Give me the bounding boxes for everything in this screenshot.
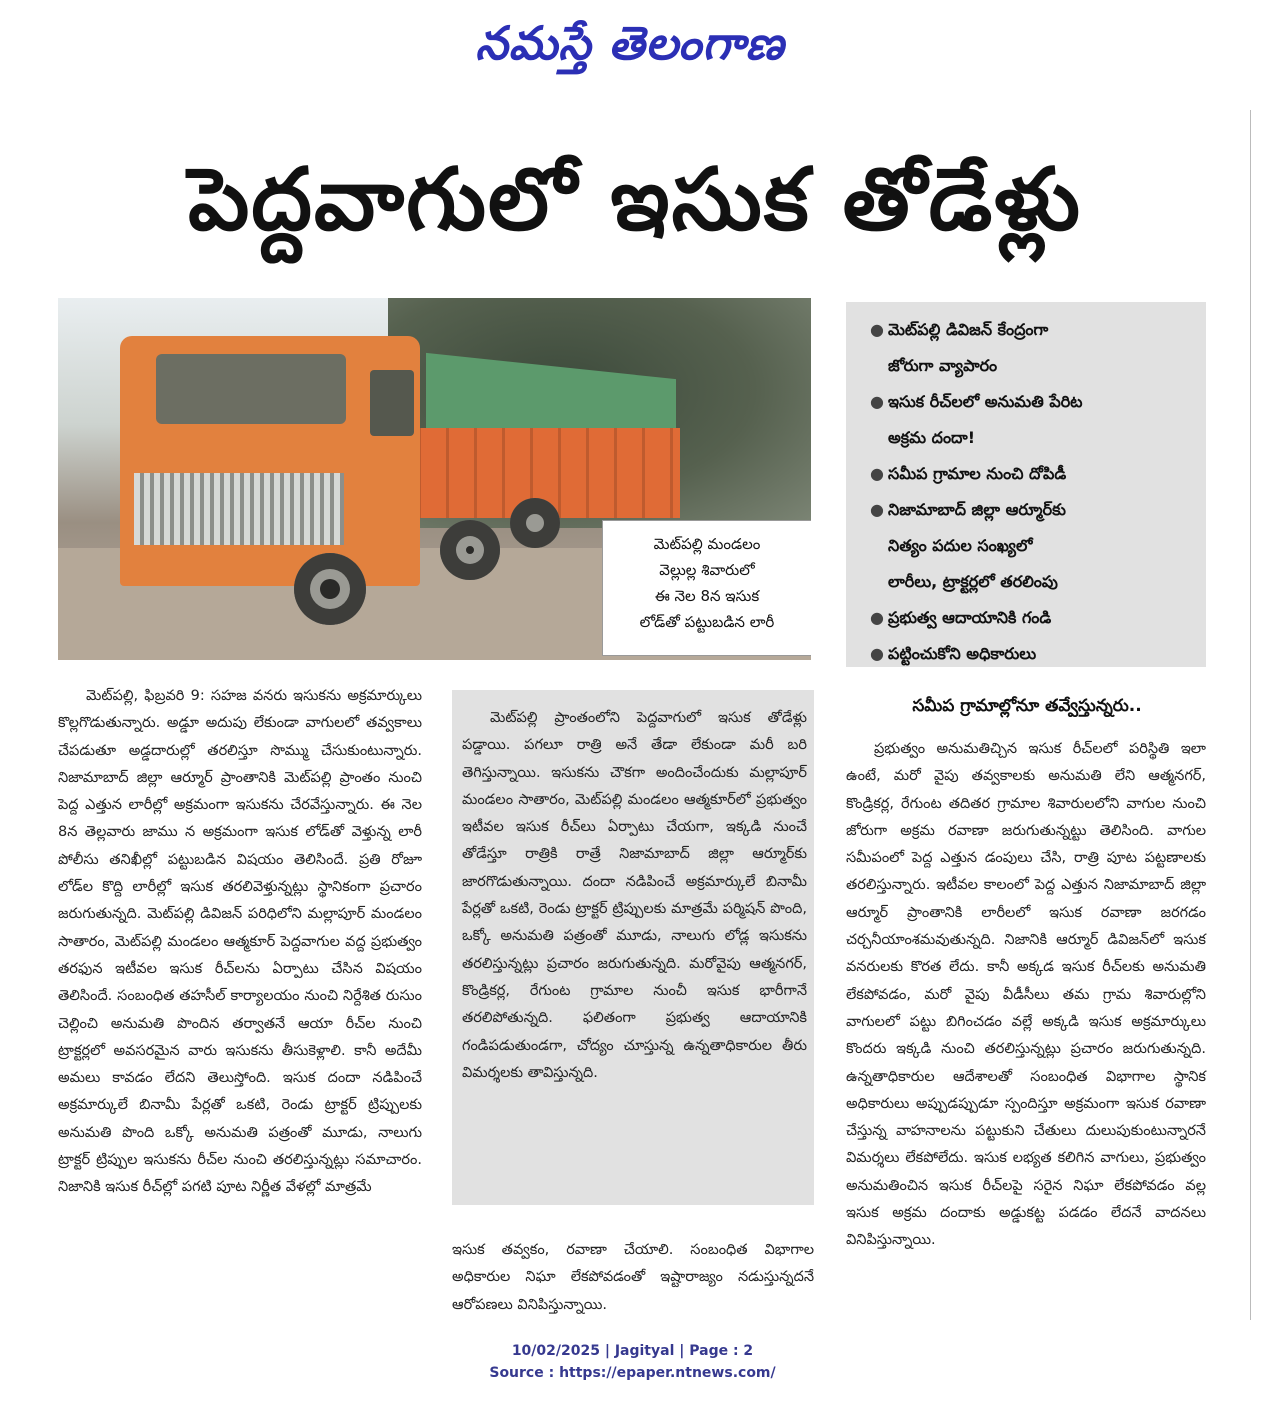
photo-caption — [602, 520, 811, 656]
page-headline: పెద్దవాగులో ఇసుక తోడేళ్లు — [188, 150, 1082, 250]
footer-source-line: Source : https://epaper.ntnews.com/ — [489, 1365, 776, 1381]
photo-wheel — [510, 498, 560, 548]
photo-side-window — [370, 370, 414, 436]
page-footer — [0, 1340, 1265, 1384]
column-3-text: ప్రభుత్వం అనుమతిచ్చిన ఇసుక రీచ్‌లలో పరిస్థితి ఇలా ఉంటే, మరో వైపు తవ్వకాలకు అనుమతి లేని ఆత్మనగర్, కొండ్రికర్ల, రేగుంట తదితర గ్రామాల శివారులలోని వాగుల నుంచి జోరుగా అక్రమ రవాణా జరుగుతున్నట్టు తెలిసింది. వాగుల సమీపంలో పెద్ద ఎత్తున డంపులు చేసి, రాత్రి పూట పట్టణాలకు తరలిస్తున్నారు. ఇటీవల కాలంలో పెద్ద ఎత్తున నిజామాబాద్ జిల్లా ఆర్మూర్ ప్రాంతానికి లారీలలో ఇసుక రవాణా జరగడం చర్చనీయాంశమవుతున్నది. నిజానికి ఆర్మూర్ డివిజన్‌లో ఇసుక వనరులకు కొరత లేదు. కానీ అక్కడ ఇసుక రీచ్‌లకు అనుమతి లేకపోవడం, మరో వైపు వీడీసీలు తమ గ్రామ శివారుల్లోని వాగులలో పట్టు బిగించడం వల్లే అక్కడి ఇసుక అక్రమార్కులు కొందరు ఇక్కడి నుంచి తరలిస్తున్నట్లు ప్రచారం జరుగుతున్నది. ఉన్నతాధికారుల ఆదేశాలతో సంబంధిత విభాగాల స్థానిక అధికారులు అప్పుడప్పుడూ స్పందిస్తూ అక్రమంగా ఇసుక రవాణా చేస్తున్న వాహనాలను పట్టుకుని చేతులు దులుపుకుంటున్నారనే విమర్శలు లేకపోలేదు. ఇసుక లభ్యత కలిగిన వాగులు, ప్రభుత్వం అనుమతించిన ఇసుక రీచ్‌లపై సరైన నిఘా లేకపోవడం వల్ల ఇసుక అక్రమ దందాకు అడ్డుకట్ట పడడం లేదనే వాదనలు వినిపిస్తున్నాయి. — [846, 741, 1206, 1249]
column-2-text: మెట్‌పల్లి ప్రాంతంలోని పెద్దవాగులో ఇసుక తోడేళ్లు పడ్డాయి. పగలూ రాత్రి అనే తేడా లేకుండా మరీ బరి తెగిస్తున్నాయి. ఇసుకను చౌకగా అందించేందుకు మల్లాపూర్ మండలం సాతారం, మెట్‌పల్లి మండలం ఆత్మకూర్‌లో ప్రభుత్వం ఇటీవల ఇసుక రీచ్‌లు ఏర్పాటు చేయగా, ఇక్కడి నుంచే తోడేస్తూ రాత్రికి రాత్రే నిజామాబాద్ జిల్లా ఆర్మూర్‌కు జారగొడుతున్నాయి. దందా నడిపించే అక్రమార్కులే బినామీ పేర్లతో ఒకటి, రెండు ట్రాక్టర్ ట్రిప్పులకు మాత్రమే పర్మిషన్ పొంది, ఒక్కో అనుమతి పత్రంతో మూడు, నాలుగు లోడ్ల ఇసుకను తరలిస్తున్నట్లు ప్రచారం జరుగుతున్నది. మరోవైపు ఆత్మనగర్, కొండ్రికర్ల, రేగుంట గ్రామాల నుంచీ ఇసుక భారీగానే తరలిపోతున్నది. ఫలితంగా ప్రభుత్వ ఆదాయానికి గండిపడుతుండగా, చోద్యం చూస్తున్న ఉన్నతాధికారుల తీరు విమర్శలకు తావిస్తున్నది. — [462, 710, 807, 1081]
highlights-box — [846, 302, 1206, 667]
caption-line: మెట్‌పల్లి మండలం — [653, 535, 761, 553]
caption-line: వెల్లుల్ల శివారులో — [659, 561, 755, 579]
bullet-icon: ● — [870, 608, 884, 627]
highlight-item: ● ఇసుక రీచ్‌లలో అనుమతి పేరిట అక్రమ దందా! — [866, 384, 1192, 456]
photo-wheel — [440, 520, 500, 580]
column-2-bottom-text: ఇసుక తవ్వకం, రవాణా చేయాలి. సంబంధిత విభాగాల అధికారుల నిఘా లేకపోవడంతో ఇష్టారాజ్యం నడుస్తున్నదనే ఆరోపణలు వినిపిస్తున్నాయి. — [452, 1242, 814, 1313]
column-3-heading: సమీప గ్రామాల్లోనూ తవ్వేస్తున్నరు.. — [912, 696, 1142, 716]
bullet-icon: ● — [870, 320, 884, 339]
photo-windshield — [156, 354, 346, 424]
caption-line: ఈ నెల 8న ఇసుక — [654, 587, 760, 605]
highlight-item: ● నిజామాబాద్ జిల్లా ఆర్మూర్‌కు నిత్యం పదుల సంఖ్యలో లారీలు, ట్రాక్టర్లలో తరలింపు — [866, 492, 1192, 600]
footer-date-line: 10/02/2025 | Jagityal | Page : 2 — [511, 1343, 754, 1359]
highlight-item: ● ప్రభుత్వ ఆదాయానికి గండి — [866, 600, 1192, 636]
column-1-text: మెట్‌పల్లి, ఫిబ్రవరి 9: సహజ వనరు ఇసుకను అక్రమార్కులు కొల్లగొడుతున్నారు. అడ్డూ అదుపు లేకుండా వాగులలో తవ్వకాలు చేపడుతూ అడ్డదారుల్లో తరలిస్తూ సొమ్ము చేసుకుంటున్నారు. నిజామాబాద్ జిల్లా ఆర్మూర్ ప్రాంతానికి మెట్‌పల్లి ప్రాంతం నుంచి పెద్ద ఎత్తున లారీల్లో అక్రమంగా ఇసుకను చేరవేస్తున్నారు. ఈ నెల 8న తెల్లవారు జాము న అక్రమంగా ఇసుక లోడ్‌తో వెళ్తున్న లారీ పోలీసు తనిఖీల్లో పట్టుబడిన విషయం తెలిసిందే. ప్రతి రోజూ లోడ్‌ల కొద్ది లారీల్లో ఇసుక తరలివెళ్తున్నట్లు స్థానికంగా ప్రచారం జరుగుతున్నది. మెట్‌పల్లి డివిజన్ పరిధిలోని మల్లాపూర్ మండలం సాతారం, మెట్‌పల్లి మండలం ఆత్మకూర్ పెద్దవాగుల వద్ద ప్రభుత్వం తరఫున ఇటీవల ఇసుక రీచ్‌లను ఏర్పాటు చేసిన విషయం తెలిసిందే. సంబంధిత తహసీల్ కార్యాలయం నుంచి నిర్దేశిత రుసుం చెల్లించి అనుమతి పొందిన తర్వాతనే ఆయా రీచ్‌ల నుంచి ట్రాక్టర్లలో అవసరమైన వారు ఇసుకను తీసుకెళ్లాలి. కానీ అదేమీ అమలు కావడం లేదని తెలుస్తోంది. ఇసుక దందా నడిపించే అక్రమార్కులే బినామీ పేర్లతో ఒకటి, రెండు ట్రాక్టర్ ట్రిప్పులకు అనుమతి పొంది ఒక్కో అనుమతి పత్రంతో మూడు, నాలుగు ట్రాక్టర్ ట్రిప్పుల ఇసుకను రీచ్‌ల నుంచి తరలిస్తున్నట్లు సమాచారం. నిజానికి ఇసుక రీచ్‌ల్లో పగటి పూట నిర్ణీత వేళల్లో మాత్రమే — [58, 688, 422, 1196]
bullet-icon: ● — [870, 644, 884, 663]
bullet-icon: ● — [870, 464, 884, 483]
masthead-logo: నమస్తే తెలంగాణ — [475, 16, 785, 70]
photo-grille — [134, 473, 344, 545]
bullet-icon: ● — [870, 392, 884, 411]
highlight-item: ● సమీప గ్రామాల నుంచి దోపిడీ — [866, 456, 1192, 492]
photo-wheel — [294, 553, 366, 625]
highlight-item: ● పట్టించుకోని అధికారులు — [866, 636, 1192, 672]
article-column-2-bottom — [452, 1237, 814, 1319]
article-column-2 — [462, 705, 807, 1087]
article-column-1 — [58, 683, 422, 1202]
bullet-icon: ● — [870, 500, 884, 519]
lorry-photo — [58, 298, 811, 660]
article-column-3 — [846, 736, 1206, 1255]
highlight-item: ● మెట్‌పల్లి డివిజన్ కేంద్రంగా జోరుగా వ్యాపారం — [866, 312, 1192, 384]
page-edge-rule — [1250, 110, 1251, 1320]
caption-line: లోడ్‌తో పట్టుబడిన లారీ — [639, 613, 775, 631]
